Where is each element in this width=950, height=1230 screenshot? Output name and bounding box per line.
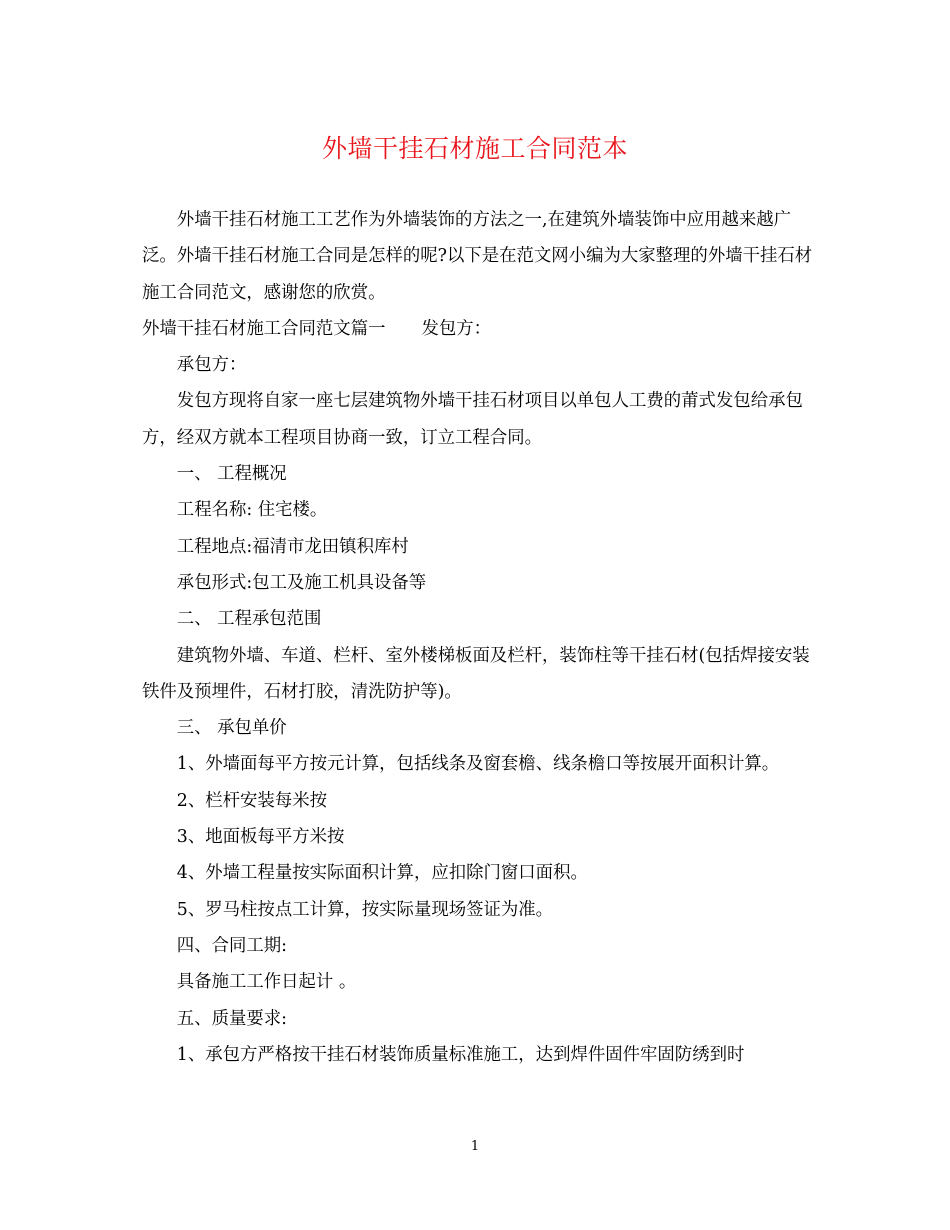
intro-paragraph: 外墙干挂石材施工工艺作为外墙装饰的方法之一,在建筑外墙装饰中应用越来越广泛。外墙干挂石材施工合同是怎样的呢?以下是在范文网小编为大家整理的外墙干挂石材施工合同范文，感谢您的欣赏。	[142, 210, 813, 303]
section-2-heading: 二、 工程承包范围	[176, 609, 322, 630]
section-4-heading: 四、合同工期:	[176, 935, 288, 956]
scope-paragraph: 建筑物外墙、车道、栏杆、室外楼梯板面及栏杆，装饰柱等干挂石材(包括焊接安装铁件及预埋件，石材打胶，清洗防护等)。	[142, 645, 810, 702]
price-item-4: 4、外墙工程量按实际面积计算，应扣除门窗口面积。	[176, 863, 588, 884]
document-title: 外墙干挂石材施工合同范本	[321, 134, 628, 163]
section-title: 外墙干挂石材施工合同范文篇一	[142, 318, 386, 339]
price-item-3: 3、地面板每平方米按	[176, 827, 345, 848]
quality-item-1: 1、承包方严格按干挂石材装饰质量标准施工，达到焊件固件牢固防绣到时	[176, 1044, 745, 1065]
section-3-heading: 三、 承包单价	[176, 718, 287, 739]
section-title-line	[142, 311, 814, 347]
price-item-5: 5、罗马柱按点工计算，按实际量现场签证为准。	[176, 899, 554, 920]
project-location-line: 工程地点:福清市龙田镇积库村	[176, 536, 409, 557]
period-line: 具备施工工作日起计 。	[176, 972, 357, 993]
preamble-paragraph: 发包方现将自家一座七层建筑物外墙干挂石材项目以单包人工费的莆式发包给承包方，经双方就本工程项目协商一致，订立工程合同。	[142, 391, 803, 448]
section-1-heading: 一、 工程概况	[176, 464, 287, 485]
price-item-1: 1、外墙面每平方按元计算，包括线条及窗套檐、线条檐口等按展开面积计算。	[176, 754, 780, 775]
contract-form-line: 承包形式:包工及施工机具设备等	[176, 572, 427, 593]
document-body	[142, 202, 814, 1073]
page-number: 1	[470, 1139, 480, 1154]
section-5-heading: 五、质量要求:	[176, 1008, 288, 1029]
party-a-label: 发包方：	[421, 318, 492, 339]
party-b-label: 承包方：	[176, 355, 247, 376]
project-name-line: 工程名称: 住宅楼。	[176, 500, 328, 521]
price-item-2: 2、栏杆安装每米按	[176, 790, 327, 811]
